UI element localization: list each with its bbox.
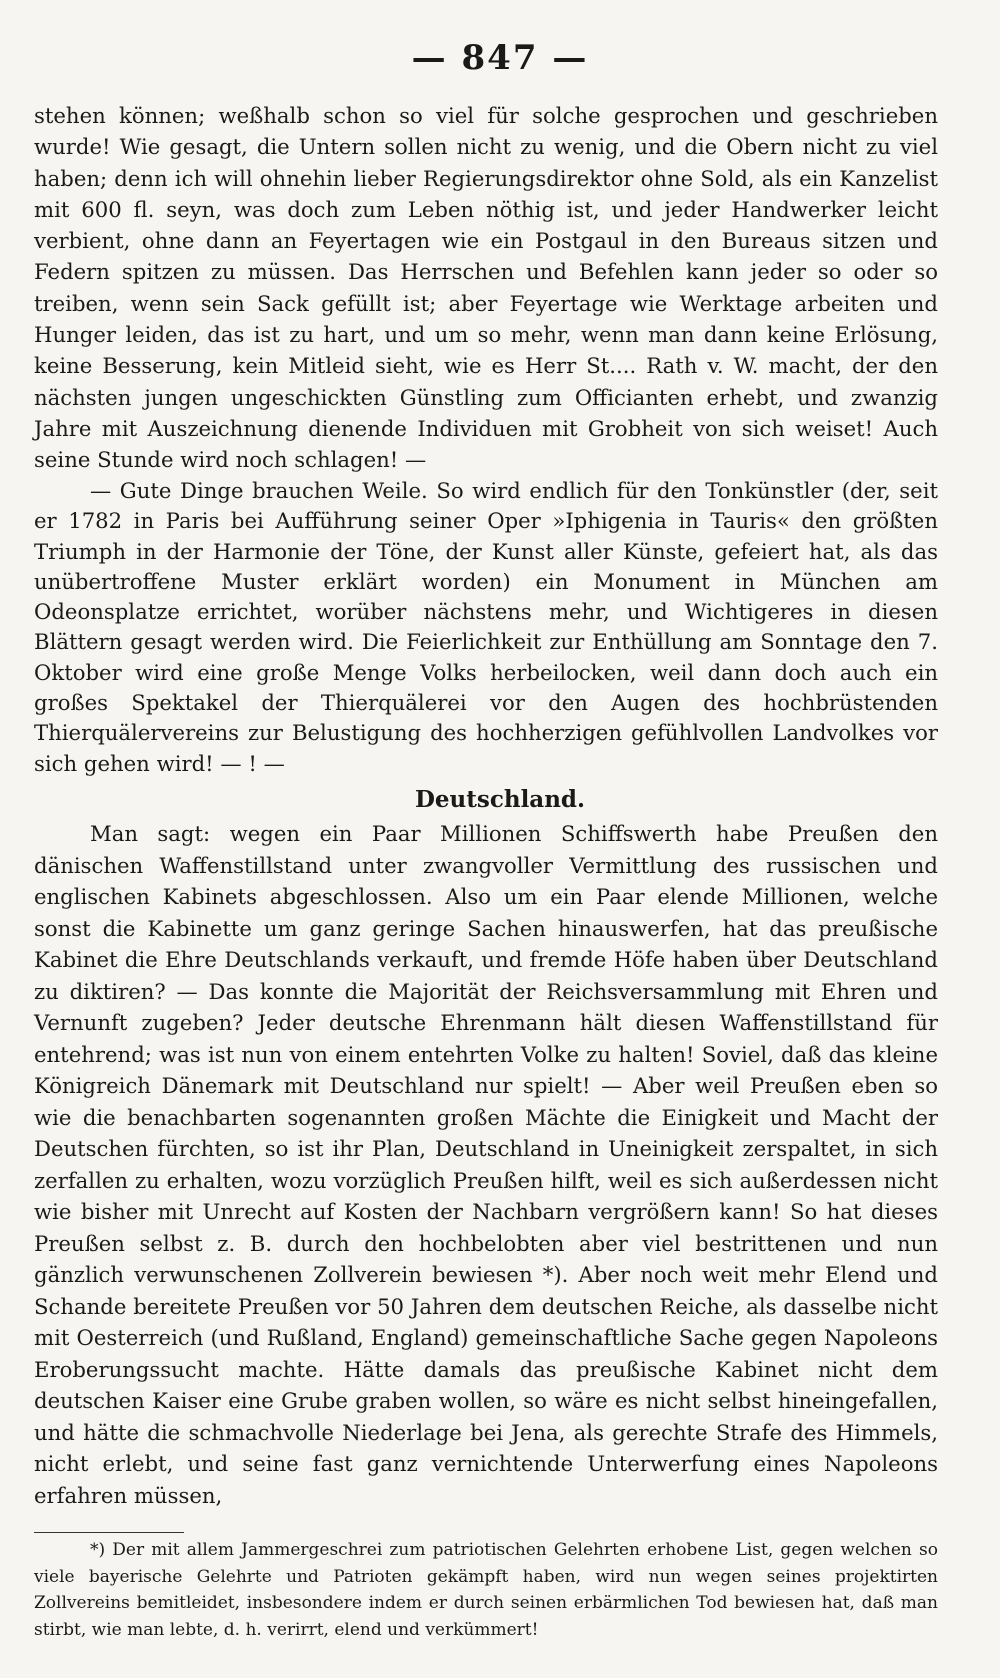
footnote-text: *) Der mit allem Jammergeschrei zum patriotischen Gelehrten erhobene List, gegen welchen so viele bayerische Gelehrte und Patrioten gekämpft haben, wird nun wegen seines projektirten Zollvereins bemitleidet, insbesondere indem er durch seinen erbärmlichen Tod bewiesen hat, daß man stirbt, wie man lebte, d. h. verirrt, elend und verkümmert!: [34, 1540, 938, 1640]
body-paragraph-3: [34, 818, 938, 1511]
paragraph-text: Man sagt: wegen ein Paar Millionen Schiffswerth habe Preußen den dänischen Waffenstillstand unter zwangvoller Vermittlung des russischen und englischen Kabinets abgeschlossen. Also um ein Paar elende Millionen, welche sonst die Kabinette um ganz geringe Sachen hinauswerfen, hat das preußische Kabinet die Ehre Deutschlands verkauft, und fremde Höfe haben über Deutschland zu diktiren? — Das konnte die Majorität der Reichsversammlung mit Ehren und Vernunft zugeben? Jeder deutsche Ehrenmann hält diesen Waffenstillstand für entehrend; was ist nun von einem entehrten Volke zu halten! Soviel, daß das kleine Königreich Dänemark mit Deutschland nur spielt! — Aber weil Preußen eben so wie die benachbarten sogenannten großen Mächte die Einigkeit und Macht der Deutschen fürchten, so ist ihr Plan, Deutschland in Uneinigkeit zerspaltet, in sich zerfallen zu erhalten, wozu vorzüglich Preußen hilft, weil es sich außerdessen nicht wie bisher mit Unrecht auf Kosten der Nachbarn vergrößern kann! So hat dieses Preußen selbst z. B. durch den hochbelobten aber viel bestrittenen und nun gänzlich verwunschenen Zollverein bewiesen *). Aber noch weit mehr Elend und Schande bereitete Preußen vor 50 Jahren dem deutschen Reiche, als dasselbe nicht mit Oesterreich (und Rußland, England) gemeinschaftliche Sache gegen Napoleons Eroberungssucht machte. Hätte damals das preußische Kabinet nicht dem deutschen Kaiser eine Grube graben wollen, so wäre es nicht selbst hineingefallen, und hätte die schmachvolle Niederlage bei Jena, als gerechte Strafe des Himmels, nicht erlebt, und seine fast ganz vernichtende Unterwerfung eines Napoleons erfahren müssen,: [34, 821, 938, 1508]
body-paragraph-1: [34, 100, 938, 476]
footnote: [34, 1537, 938, 1643]
body-paragraph-2: [34, 476, 938, 779]
page-number: — 847 —: [411, 38, 589, 78]
section-heading: Deutschland.: [414, 786, 586, 813]
paragraph-text: stehen können; weßhalb schon so viel für solche gesprochen und geschrieben wurde! Wie gesagt, die Untern sollen nicht zu wenig, und die Obern nicht zu viel haben; denn ich will ohnehin lieber Regierungsdirektor ohne Sold, als ein Kanzelist mit 600 fl. seyn, was doch zum Leben nöthig ist, und jeder Handwerker leicht verbient, ohne dann an Feyertagen wie ein Postgaul in den Bureaus sitzen und Federn spitzen zu müssen. Das Herrschen und Befehlen kann jeder so oder so treiben, wenn sein Sack gefüllt ist; aber Feyertage wie Werktage arbeiten und Hunger leiden, das ist zu hart, und um so mehr, wenn man dann keine Erlösung, keine Besserung, kein Mitleid sieht, wie es Herr St.... Rath v. W. macht, der den nächsten jungen ungeschickten Günstling zum Officianten erhebt, und zwanzig Jahre mit Auszeichnung dienende Individuen mit Grobheit von sich weiset! Auch seine Stunde wird noch schlagen! —: [34, 103, 938, 473]
paragraph-text: — Gute Dinge brauchen Weile. So wird endlich für den Tonkünstler (der, seit er 1782 in Paris bei Aufführung seiner Oper »Iphigenia in Tauris« den größten Triumph in der Harmonie der Töne, der Kunst aller Künste, gefeiert hat, als das unübertroffene Muster erklärt worden) ein Monument in München am Odeonsplatze errichtet, worüber nächstens mehr, und Wichtigeres in diesen Blättern gesagt werden wird. Die Feierlichkeit zur Enthüllung am Sonntage den 7. Oktober wird eine große Menge Volks herbeilocken, weil dann doch auch ein großes Spektakel der Thierquälerei vor den Augen des hochbrüstenden Thierquälervereins zur Belustigung des hochherzigen gefühlvollen Landvolkes vor sich gehen wird! — ! —: [34, 478, 938, 776]
footnote-divider: [34, 1532, 184, 1533]
